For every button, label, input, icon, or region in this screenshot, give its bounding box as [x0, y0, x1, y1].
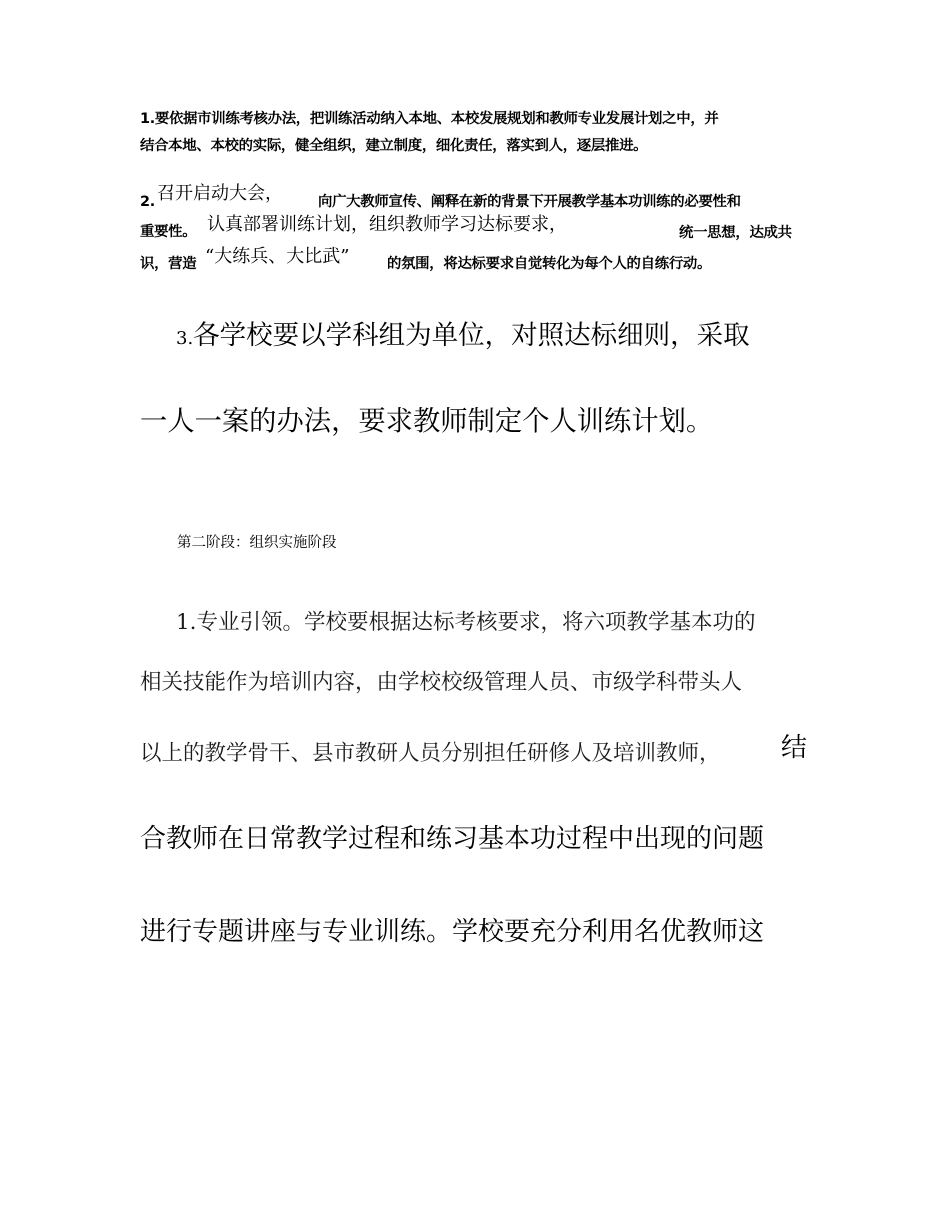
item2-phrase-create: 识，营造 [140, 256, 197, 272]
item2-phrase-kickoff: 召开启动大会， [157, 183, 283, 204]
item2-phrase-promote: 向广大教师宣传、阐释在新的背景下开展教学基本功训练的必要性和 [318, 194, 741, 210]
item2-phrase-unify: 统一思想，达成共 [679, 225, 792, 241]
section2-item1-line5: 进行专题讲座与专业训练。学校要充分利用名优教师这 [140, 917, 765, 947]
item3-number: 3. [176, 328, 194, 349]
item2-phrase-atmosphere: 的氛围，将达标要求自觉转化为每个人的自练行动。 [387, 256, 712, 272]
item2-phrase-slogan: “大练兵、大比武” [205, 246, 350, 267]
item2-phrase-importance: 重要性。 [140, 224, 197, 240]
item1-line2: 结合本地、本校的实际，健全组织，建立制度，细化责任，落实到人，逐层推进。 [140, 138, 648, 154]
item3-line2: 一人一案的办法，要求教师制定个人训练计划。 [140, 406, 714, 437]
item2-number: 2. [140, 194, 155, 210]
item3-line1 [176, 313, 750, 352]
section2-heading: 第二阶段：组织实施阶段 [177, 535, 337, 551]
section2-item1-line4: 合教师在日常教学过程和练习基本功过程中出现的问题 [140, 824, 765, 854]
section2-item1-line3: 以上的教学骨干、县市教研人员分别担任研修人及培训教师， [140, 741, 721, 766]
section2-item1-line2: 相关技能作为培训内容，由学校校级管理人员、市级学科带头人 [140, 670, 743, 695]
item2-phrase-deploy: 认真部署训练计划，组织教师学习达标要求， [207, 214, 567, 235]
item3-line1-text: 各学校要以学科组为单位，对照达标细则，采取 [193, 320, 750, 351]
item1-line1: 1.要依据市训练考核办法，把训练活动纳入本地、本校发展规划和教师专业发展计划之中，并 [140, 111, 719, 127]
section2-item1-line1: 1.专业引领。学校要根据达标考核要求，将六项教学基本功的 [176, 610, 756, 635]
section2-item1-line3-tail: 结 [781, 733, 808, 763]
